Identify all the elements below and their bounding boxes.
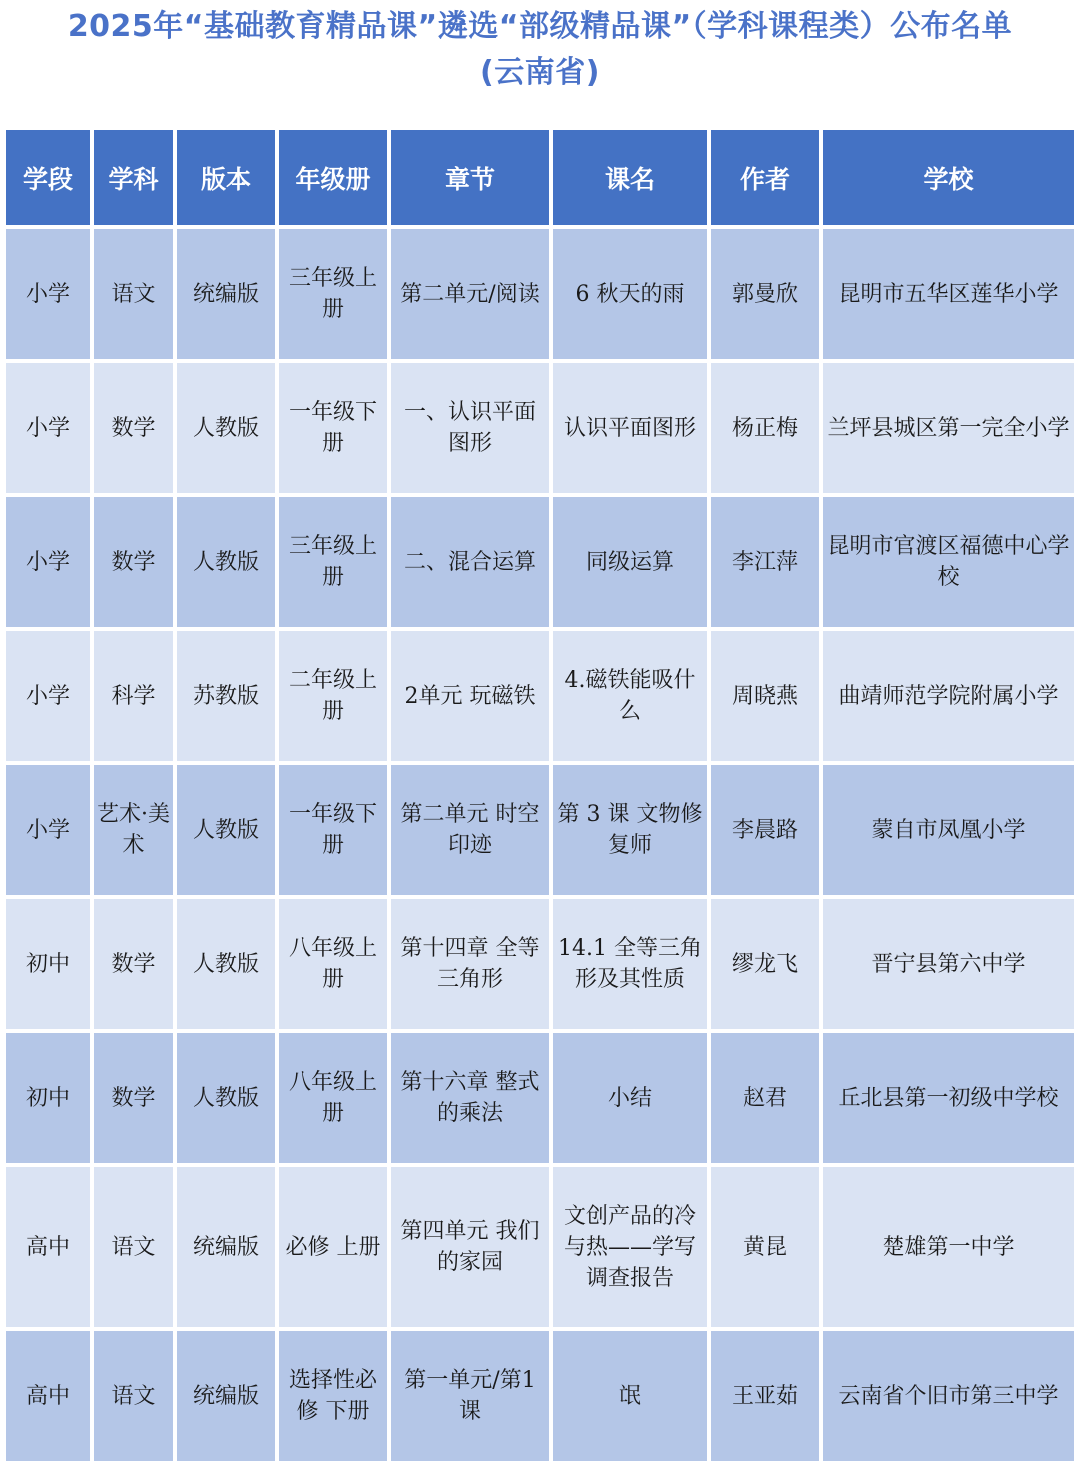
cell-author: 缪龙飞 [711,899,819,1029]
table-row [6,1331,1074,1461]
title-line-2: (云南省) [480,55,600,90]
table-row [6,765,1074,895]
cell-stage: 小学 [6,363,90,493]
cell-school: 云南省个旧市第三中学 [823,1331,1074,1461]
cell-lesson: 第 3 课 文物修复师 [553,765,707,895]
title-line-1: 2025年“基础教育精品课”遴选“部级精品课”（学科课程类）公布名单 [67,9,1013,44]
cell-subject: 数学 [94,899,173,1029]
cell-chapter: 二、混合运算 [391,497,549,627]
cell-grade-volume: 三年级上册 [279,229,387,359]
cell-subject: 数学 [94,1033,173,1163]
cell-lesson: 4.磁铁能吸什么 [553,631,707,761]
cell-author: 周晓燕 [711,631,819,761]
cell-grade-volume: 八年级上册 [279,899,387,1029]
cell-edition: 苏教版 [177,631,275,761]
header-edition: 版本 [177,130,275,225]
table-row [6,1167,1074,1327]
cell-edition: 人教版 [177,363,275,493]
cell-author: 李江萍 [711,497,819,627]
cell-school: 丘北县第一初级中学校 [823,1033,1074,1163]
cell-edition: 人教版 [177,497,275,627]
page-title [0,4,1080,96]
cell-school: 楚雄第一中学 [823,1167,1074,1327]
cell-stage: 高中 [6,1331,90,1461]
cell-stage: 小学 [6,229,90,359]
cell-stage: 初中 [6,1033,90,1163]
cell-grade-volume: 八年级上册 [279,1033,387,1163]
cell-subject: 科学 [94,631,173,761]
cell-school: 昆明市官渡区福德中心学校 [823,497,1074,627]
cell-chapter: 一、认识平面图形 [391,363,549,493]
header-school: 学校 [823,130,1074,225]
cell-stage: 高中 [6,1167,90,1327]
cell-grade-volume: 必修 上册 [279,1167,387,1327]
cell-chapter: 第十四章 全等三角形 [391,899,549,1029]
header-grade-volume: 年级册 [279,130,387,225]
cell-chapter: 第二单元/阅读 [391,229,549,359]
cell-author: 黄昆 [711,1167,819,1327]
cell-chapter: 第一单元/第1课 [391,1331,549,1461]
cell-lesson: 文创产品的冷与热——学写调查报告 [553,1167,707,1327]
header-stage: 学段 [6,130,90,225]
cell-edition: 统编版 [177,1167,275,1327]
cell-grade-volume: 三年级上册 [279,497,387,627]
header-chapter: 章节 [391,130,549,225]
cell-lesson: 小结 [553,1033,707,1163]
cell-edition: 统编版 [177,1331,275,1461]
cell-stage: 小学 [6,765,90,895]
cell-lesson: 14.1 全等三角形及其性质 [553,899,707,1029]
cell-lesson: 同级运算 [553,497,707,627]
table-row [6,631,1074,761]
cell-author: 杨正梅 [711,363,819,493]
cell-edition: 人教版 [177,765,275,895]
cell-subject: 语文 [94,1331,173,1461]
cell-grade-volume: 二年级上册 [279,631,387,761]
cell-grade-volume: 一年级下册 [279,363,387,493]
cell-subject: 数学 [94,497,173,627]
cell-school: 晋宁县第六中学 [823,899,1074,1029]
table-row [6,363,1074,493]
table-row [6,899,1074,1029]
cell-stage: 小学 [6,497,90,627]
cell-author: 赵君 [711,1033,819,1163]
header-author: 作者 [711,130,819,225]
cell-edition: 统编版 [177,229,275,359]
cell-stage: 小学 [6,631,90,761]
cell-stage: 初中 [6,899,90,1029]
table-header-row [6,130,1074,225]
cell-school: 昆明市五华区莲华小学 [823,229,1074,359]
cell-chapter: 第二单元 时空印迹 [391,765,549,895]
cell-chapter: 第十六章 整式的乘法 [391,1033,549,1163]
cell-lesson: 认识平面图形 [553,363,707,493]
cell-school: 蒙自市凤凰小学 [823,765,1074,895]
cell-grade-volume: 选择性必修 下册 [279,1331,387,1461]
cell-author: 王亚茹 [711,1331,819,1461]
cell-chapter: 2单元 玩磁铁 [391,631,549,761]
cell-edition: 人教版 [177,899,275,1029]
course-list-table [2,126,1078,1465]
cell-school: 曲靖师范学院附属小学 [823,631,1074,761]
cell-edition: 人教版 [177,1033,275,1163]
table-row [6,497,1074,627]
header-subject: 学科 [94,130,173,225]
cell-lesson: 6 秋天的雨 [553,229,707,359]
cell-school: 兰坪县城区第一完全小学 [823,363,1074,493]
header-lesson: 课名 [553,130,707,225]
cell-subject: 艺术·美术 [94,765,173,895]
cell-lesson: 氓 [553,1331,707,1461]
cell-subject: 数学 [94,363,173,493]
table-row [6,229,1074,359]
cell-author: 李晨路 [711,765,819,895]
cell-author: 郭曼欣 [711,229,819,359]
cell-grade-volume: 一年级下册 [279,765,387,895]
table-row [6,1033,1074,1163]
cell-chapter: 第四单元 我们的家园 [391,1167,549,1327]
cell-subject: 语文 [94,1167,173,1327]
cell-subject: 语文 [94,229,173,359]
